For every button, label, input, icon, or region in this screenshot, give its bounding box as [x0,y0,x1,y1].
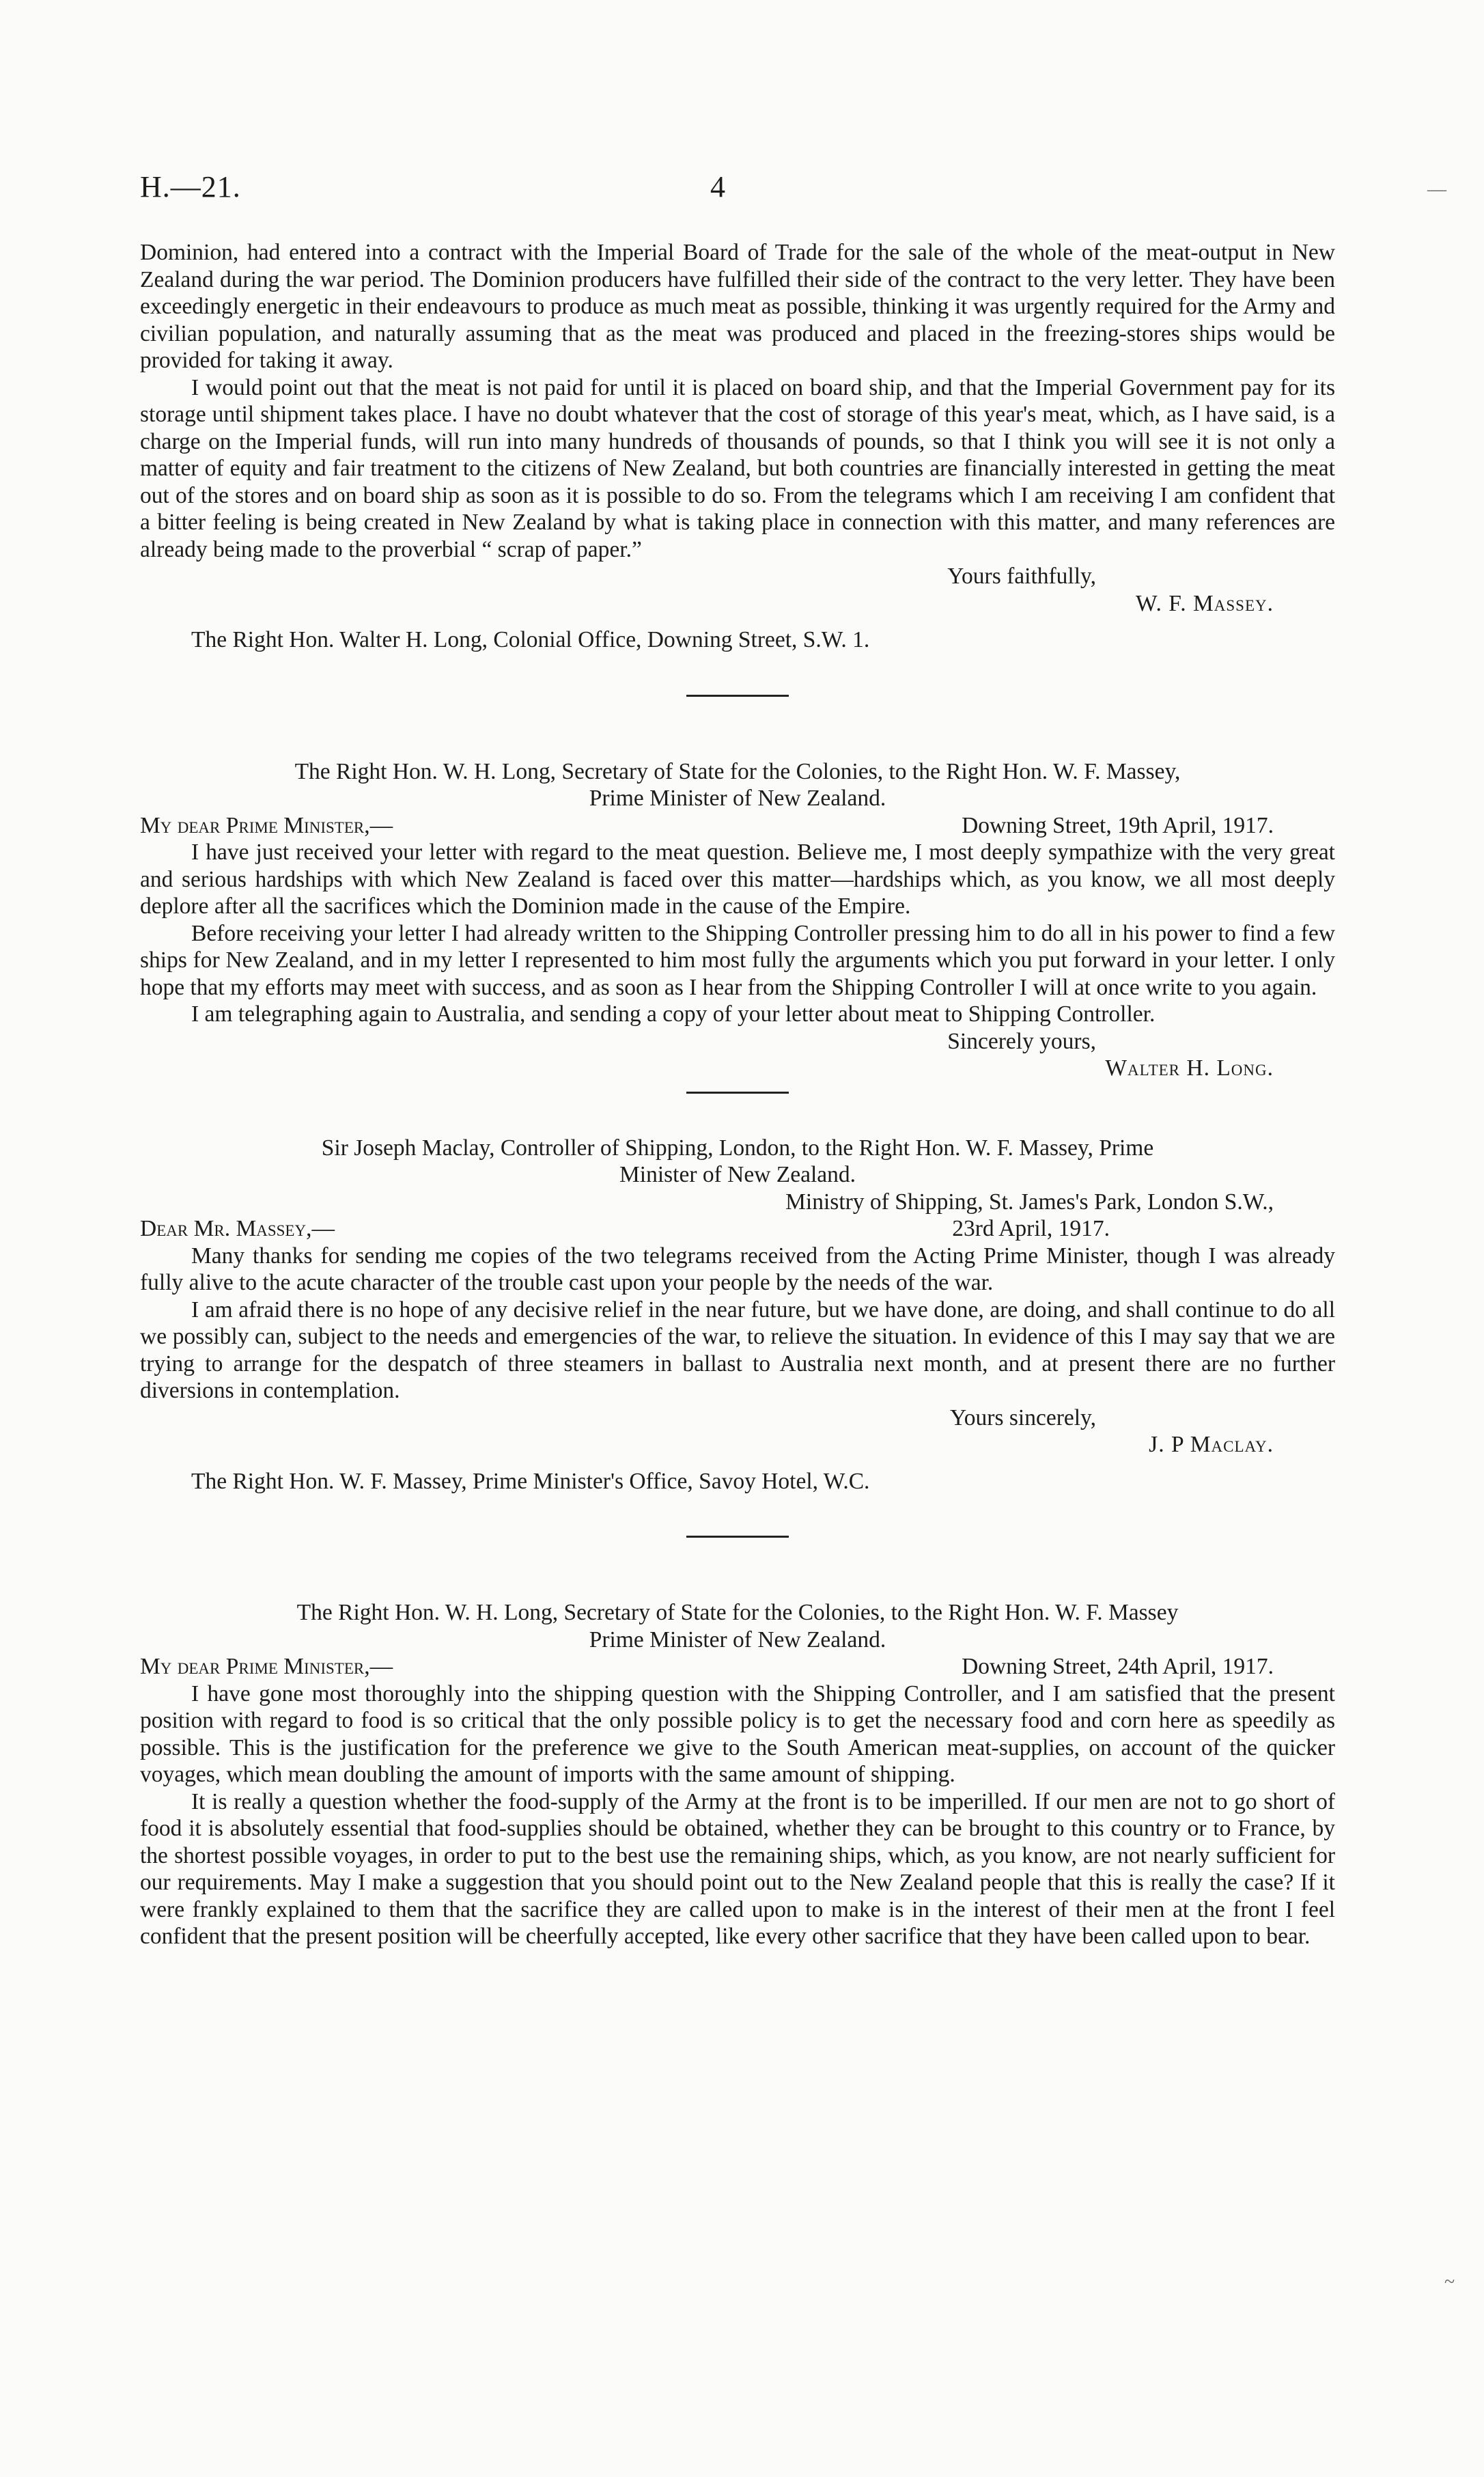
letter-long-19-april [140,758,1335,1082]
letter3-addressee: The Right Hon. W. F. Massey, Prime Minister's Office, Savoy Hotel, W.C. [191,1468,870,1494]
margin-mark-top-right: — [1427,179,1446,200]
letter2-paragraph-2: Before receiving your letter I had already written to the Shipping Controller pressing him to do all in his power to find a few ships for New Zealand, and in my letter I represented to him most fully the arguments which you put forward in your letter. I only hope that my efforts may meet with success, and as soon as I hear from the Shipping Controller I will at once write to you again. [140,920,1335,1000]
letter1-paragraph-2: I would point out that the meat is not paid for until it is placed on board ship, and that the Imperial Government pay for its storage until shipment takes place. I have no doubt whatever that the cost of storage of this year's meat, which, as I have said, is a charge on the Imperial funds, will run into many hundreds of thousands of pounds, so that I think you will see it is not only a matter of equity and fair treatment to the citizens of New Zealand, but both countries are financially interested in getting the meat out of the stores and on board ship as soon as it is possible to do so. From the telegrams which I am receiving I am confident that a bitter feeling is being created in New Zealand by what is taking place in connection with this matter, and many references are already being made to the proverbial “ scrap of paper.” [140,374,1335,562]
letter-long-24-april [140,1599,1335,1950]
letter3-heading-line-2: Minister of New Zealand. [619,1162,856,1187]
page-header [140,169,1335,217]
letter-maclay-23-april [140,1135,1335,1495]
letter2-closing: Sincerely yours, [947,1028,1096,1054]
letter2-date: Downing Street, 19th April, 1917. [962,812,1274,838]
margin-mark-bottom-right: ~ [1444,2271,1455,2293]
letter1-addressee: The Right Hon. Walter H. Long, Colonial Office, Downing Street, S.W. 1. [191,627,870,652]
document-reference: H.—21. [140,170,241,204]
letter2-heading-line-1: The Right Hon. W. H. Long, Secretary of State for the Colonies, to the Right Hon. W. F. Massey, [294,758,1181,784]
letter4-heading-line-2: Prime Minister of New Zealand. [589,1627,886,1652]
letter3-paragraph-2: I am afraid there is no hope of any decisive relief in the near future, but we have done, are doing, and shall continue to do all we possibly can, subject to the needs and emergencies of the war, to relieve the situation. In evidence of this I may say that we are trying to arrange for the despatch of three steamers in ballast to Australia next month, and at present there are no further diversions in contemplation. [140,1297,1335,1403]
letter1-closing: Yours faithfully, [947,564,1096,589]
letter3-signature: J. P Maclay. [1149,1432,1274,1457]
letter-massey-continued [140,239,1335,654]
letter1-paragraph-1: Dominion, had entered into a contract with the Imperial Board of Trade for the sale of the whole of the meat-output in New Zealand during the war period. The Dominion producers have fulfilled their side of the contract to the very letter. They have been exceedingly energetic in their endeavours to produce as much meat as possible, thinking it was urgently required for the Army and civilian population, and naturally assuming that as the meat was produced and placed in the freezing-stores ships would be provided for taking it away. [140,240,1335,373]
letter2-signature: Walter H. Long. [1105,1055,1274,1081]
letter4-heading-line-1: The Right Hon. W. H. Long, Secretary of State for the Colonies, to the Right Hon. W. F. Massey [296,1600,1179,1625]
letter2-paragraph-3: I am telegraphing again to Australia, and sending a copy of your letter about meat to Shipping Controller. [191,1001,1156,1027]
letter4-date: Downing Street, 24th April, 1917. [962,1654,1274,1679]
letter4-paragraph-1: I have gone most thoroughly into the shipping question with the Shipping Controller, and I am satisfied that the present position with regard to food is so critical that the only possible policy is to get the necessary food and corn here as speedily as possible. This is the justification for the preference we give to the South American meat-supplies, on account of the quicker voyages, which mean doubling the amount of imports with the same amount of shipping. [140,1680,1335,1787]
letter3-closing: Yours sincerely, [949,1404,1096,1430]
letter4-paragraph-2: It is really a question whether the food-supply of the Army at the front is to be imperilled. If our men are not to go short of food it is absolutely essential that food-supplies should be obtained, whether they can be brought to this country or to France, by the shortest possible voyages, in order to put to the best use the remaining ships, which, as you know, are not nearly sufficient for our requirements. May I make a suggestion that you should point out to the New Zealand people that this is really the case? If it were frankly explained to them that the sacrifice they are called upon to make is in the interest of their men at the front I feel confident that the present position will be cheerfully accepted, like every other sacrifice that they have been called upon to bear. [140,1788,1335,1949]
letter3-paragraph-1: Many thanks for sending me copies of the two telegrams received from the Acting Prime Minister, though I was already fully alive to the acute character of the trouble cast upon your people by the needs of the war. [140,1243,1335,1295]
page-body [140,239,1335,1950]
letter3-salutation: Dear Mr. Massey,— [140,1216,335,1241]
letter1-signature: W. F. Massey. [1135,590,1274,616]
page-number: 4 [710,170,725,204]
letter3-address: Ministry of Shipping, St. James's Park, London S.W., [785,1189,1274,1215]
letter2-salutation: My dear Prime Minister,— [140,812,393,838]
letter3-heading-line-1: Sir Joseph Maclay, Controller of Shipping, London, to the Right Hon. W. F. Massey, Prime [321,1135,1154,1161]
letter4-salutation: My dear Prime Minister,— [140,1654,393,1679]
letter3-date: 23rd April, 1917. [952,1216,1110,1241]
letter2-paragraph-1: I have just received your letter with regard to the meat question. Believe me, I most deeply sympathize with the very great and serious hardships with which New Zealand is faced over this matter—hardships which, as you know, we all most deeply deplore after all the sacrifices which the Dominion made in the cause of the Empire. [140,840,1335,919]
letter2-heading-line-2: Prime Minister of New Zealand. [589,786,886,811]
